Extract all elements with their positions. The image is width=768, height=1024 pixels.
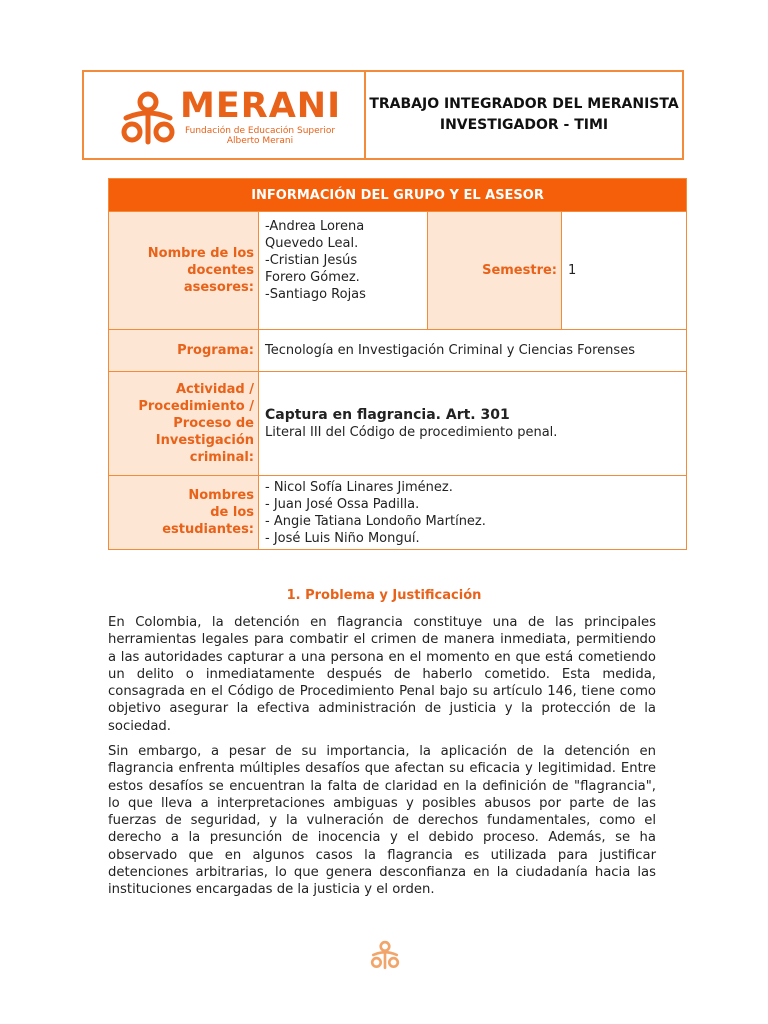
docente-line: -Santiago Rojas [265, 287, 366, 302]
logo-cell [84, 72, 366, 158]
actividad-label-line: Proceso de [173, 416, 254, 431]
actividad-label-line: Procedimiento / [138, 399, 254, 414]
paragraph-2: Sin embargo, a pesar de su importancia, la aplicación de la detención en flagrancia enfrenta múltiples desafíos que afectan su eficacia y legitimidad. Entre estos desafíos se encuentran la falta de claridad en la definición de "flagrancia", lo que lleva a interpretaciones ambiguas y posibles abusos por parte de las fuerzas de seguridad, y la vulneración de derechos fundamentales, como el derecho a la presunción de inocencia y el debido proceso. Además, se ha observado que en algunos casos la flagrancia es utilizada para justificar detenciones arbitrarias, lo que genera desconfianza en la ciudadanía hacia las instituciones encargadas de la justicia y el orden. [108, 744, 656, 898]
docentes-label-line: Nombre de los [147, 246, 254, 261]
actividad-label-line: Investigación [155, 433, 254, 448]
actividad-label [109, 372, 259, 476]
programa-label: Programa: [109, 330, 259, 372]
docentes-label-line: asesores: [183, 280, 254, 295]
actividad-label-line: Actividad / [175, 382, 254, 397]
estudiante-line: - Juan José Ossa Padilla. [265, 496, 420, 512]
estudiantes-label [109, 476, 259, 550]
docente-line: Forero Gómez. [265, 270, 360, 285]
actividad-label-line: criminal: [189, 450, 254, 465]
estudiantes-label-line: de los [210, 505, 254, 520]
docentes-label [109, 212, 259, 330]
programa-value: Tecnología en Investigación Criminal y Ciencias Forenses [259, 330, 687, 372]
docente-line: Quevedo Leal. [265, 236, 359, 251]
group-info-table [108, 178, 687, 550]
logo-wordmark: MERANI [180, 86, 342, 126]
logo-subtitle-line-1: Fundación de Educación Superior [184, 126, 336, 136]
estudiantes-label-line: Nombres [188, 488, 254, 503]
docentes-label-line: docentes [187, 263, 254, 278]
title-line-1: TRABAJO INTEGRADOR DEL MERANISTA [369, 96, 679, 112]
logo-subtitle-line-2: Alberto Merani [226, 136, 294, 146]
actividad-title: Captura en flagrancia. Art. 301 [265, 406, 510, 423]
docentes-value [259, 212, 428, 330]
semestre-label: Semestre: [428, 212, 562, 330]
paragraph-1: En Colombia, la detención en flagrancia constituye una de las principales herramientas legales para combatir el crimen de manera inmediata, permitiendo a las autoridades capturar a una persona en el momento en que está cometiendo un delito o inmediatamente después de haberlo cometido. Esta medida, consagrada en el Código de Procedimiento Penal bajo su artículo 146, tiene como objetivo asegurar la efectiva administración de justicia y la protección de la sociedad. [108, 615, 656, 734]
estudiante-line: - Angie Tatiana Londoño Martínez. [265, 513, 486, 529]
estudiantes-value [259, 476, 687, 550]
docente-line: -Andrea Lorena [265, 219, 365, 234]
estudiante-line: - José Luis Niño Monguí. [265, 530, 420, 546]
info-table-heading: INFORMACIÓN DEL GRUPO Y EL ASESOR [109, 179, 687, 212]
estudiantes-label-line: estudiantes: [162, 522, 254, 537]
docente-line: -Cristian Jesús [265, 253, 358, 268]
semestre-value: 1 [562, 212, 687, 330]
section-title: 1. Problema y Justificación [286, 588, 482, 603]
title-line-2: INVESTIGADOR - TIMI [439, 117, 609, 133]
merani-logo-icon [120, 90, 176, 150]
actividad-value [259, 372, 687, 476]
logo-subtitle [180, 126, 340, 146]
estudiante-line: - Nicol Sofía Linares Jiménez. [265, 479, 453, 495]
document-header [82, 70, 684, 160]
document-title [366, 72, 682, 158]
merani-footer-icon [370, 940, 400, 972]
actividad-subtitle: Literal III del Código de procedimiento penal. [265, 424, 558, 440]
